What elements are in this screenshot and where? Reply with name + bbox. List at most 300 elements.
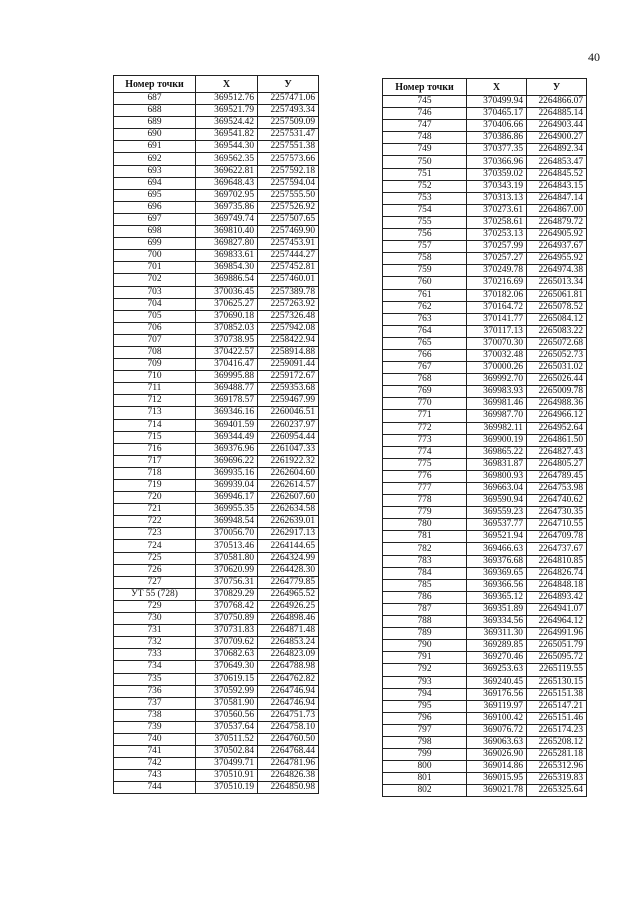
y-coordinate-cell: 2264861.50 — [527, 434, 587, 446]
point-number-cell: 791 — [383, 652, 467, 664]
y-coordinate-cell: 2264966.12 — [527, 410, 587, 422]
x-coordinate-cell: 369854.30 — [196, 262, 258, 274]
x-coordinate-cell: 370056.70 — [196, 528, 258, 540]
header-point-number: Номер точки — [383, 79, 467, 96]
point-number-cell: 739 — [114, 721, 196, 733]
x-coordinate-cell: 370537.64 — [196, 721, 258, 733]
header-x: X — [196, 76, 258, 93]
header-y: У — [527, 79, 587, 96]
x-coordinate-cell: 370386.86 — [467, 132, 527, 144]
point-number-cell: 792 — [383, 664, 467, 676]
point-number-cell: 747 — [383, 120, 467, 132]
x-coordinate-cell: 369696.22 — [196, 455, 258, 467]
x-coordinate-cell: 369946.17 — [196, 492, 258, 504]
table-row — [114, 649, 319, 661]
x-coordinate-cell: 369981.46 — [467, 398, 527, 410]
point-number-cell: УТ 55 (728) — [114, 588, 196, 600]
table-row — [114, 262, 319, 274]
point-number-cell: 736 — [114, 685, 196, 697]
table-row — [114, 697, 319, 709]
point-number-cell: 798 — [383, 736, 467, 748]
y-coordinate-cell: 2264879.72 — [527, 216, 587, 228]
point-number-cell: 763 — [383, 313, 467, 325]
x-coordinate-cell: 369119.97 — [467, 700, 527, 712]
y-coordinate-cell: 2265095.72 — [527, 652, 587, 664]
x-coordinate-cell: 369983.93 — [467, 386, 527, 398]
x-coordinate-cell: 370249.78 — [467, 265, 527, 277]
table-row — [383, 180, 587, 192]
y-coordinate-cell: 2262634.58 — [258, 504, 319, 516]
x-coordinate-cell: 369026.90 — [467, 749, 527, 761]
y-coordinate-cell: 2265130.15 — [527, 676, 587, 688]
point-number-cell: 754 — [383, 204, 467, 216]
y-coordinate-cell: 2264964.12 — [527, 616, 587, 628]
y-coordinate-cell: 2264988.36 — [527, 398, 587, 410]
point-number-cell: 744 — [114, 782, 196, 794]
point-number-cell: 780 — [383, 519, 467, 531]
table-body-left — [114, 93, 319, 794]
y-coordinate-cell: 2264885.14 — [527, 108, 587, 120]
point-number-cell: 790 — [383, 640, 467, 652]
x-coordinate-cell: 369749.74 — [196, 213, 258, 225]
y-coordinate-cell: 2260954.44 — [258, 431, 319, 443]
table-header-row — [114, 76, 319, 93]
table-row — [114, 625, 319, 637]
table-row — [114, 528, 319, 540]
table-row — [114, 661, 319, 673]
point-number-cell: 693 — [114, 165, 196, 177]
point-number-cell: 802 — [383, 785, 467, 797]
point-number-cell: 772 — [383, 422, 467, 434]
point-number-cell: 723 — [114, 528, 196, 540]
x-coordinate-cell: 369376.96 — [196, 443, 258, 455]
point-number-cell: 765 — [383, 337, 467, 349]
table-row — [383, 204, 587, 216]
y-coordinate-cell: 2257573.66 — [258, 153, 319, 165]
table-row — [383, 96, 587, 108]
point-number-cell: 737 — [114, 697, 196, 709]
x-coordinate-cell: 369334.56 — [467, 616, 527, 628]
table-row — [114, 226, 319, 238]
y-coordinate-cell: 2265084.12 — [527, 313, 587, 325]
table-row — [114, 274, 319, 286]
point-number-cell: 733 — [114, 649, 196, 661]
table-row — [114, 564, 319, 576]
y-coordinate-cell: 2257389.78 — [258, 286, 319, 298]
point-number-cell: 722 — [114, 516, 196, 528]
table-row — [114, 165, 319, 177]
y-coordinate-cell: 2264867.00 — [527, 204, 587, 216]
point-number-cell: 785 — [383, 579, 467, 591]
y-coordinate-cell: 2265208.12 — [527, 736, 587, 748]
point-number-cell: 692 — [114, 153, 196, 165]
point-number-cell: 794 — [383, 688, 467, 700]
y-coordinate-cell: 2264955.92 — [527, 253, 587, 265]
table-row — [383, 700, 587, 712]
point-number-cell: 786 — [383, 591, 467, 603]
y-coordinate-cell: 2265078.52 — [527, 301, 587, 313]
point-number-cell: 778 — [383, 495, 467, 507]
x-coordinate-cell: 369270.46 — [467, 652, 527, 664]
x-coordinate-cell: 370731.83 — [196, 625, 258, 637]
x-coordinate-cell: 369488.77 — [196, 383, 258, 395]
x-coordinate-cell: 370000.26 — [467, 362, 527, 374]
table-row — [114, 504, 319, 516]
table-row — [383, 736, 587, 748]
y-coordinate-cell: 2261047.33 — [258, 443, 319, 455]
y-coordinate-cell: 2262917.13 — [258, 528, 319, 540]
table-row — [383, 543, 587, 555]
y-coordinate-cell: 2265312.96 — [527, 761, 587, 773]
y-coordinate-cell: 2264991.96 — [527, 628, 587, 640]
x-coordinate-cell: 369366.56 — [467, 579, 527, 591]
table-row — [383, 458, 587, 470]
y-coordinate-cell: 2265083.22 — [527, 325, 587, 337]
point-number-cell: 743 — [114, 770, 196, 782]
table-row — [383, 749, 587, 761]
x-coordinate-cell: 370359.02 — [467, 168, 527, 180]
point-number-cell: 783 — [383, 555, 467, 567]
table-row — [114, 383, 319, 395]
x-coordinate-cell: 369987.70 — [467, 410, 527, 422]
x-coordinate-cell: 370511.52 — [196, 733, 258, 745]
point-number-cell: 796 — [383, 712, 467, 724]
table-row — [114, 359, 319, 371]
table-row — [383, 555, 587, 567]
x-coordinate-cell: 369827.80 — [196, 238, 258, 250]
x-coordinate-cell: 370581.90 — [196, 697, 258, 709]
y-coordinate-cell: 2265325.64 — [527, 785, 587, 797]
point-number-cell: 788 — [383, 616, 467, 628]
header-point-number: Номер точки — [114, 76, 196, 93]
y-coordinate-cell: 2264823.09 — [258, 649, 319, 661]
x-coordinate-cell: 370117.13 — [467, 325, 527, 337]
point-number-cell: 800 — [383, 761, 467, 773]
point-number-cell: 734 — [114, 661, 196, 673]
table-row — [114, 93, 319, 105]
point-number-cell: 701 — [114, 262, 196, 274]
table-row — [114, 673, 319, 685]
y-coordinate-cell: 2264746.94 — [258, 685, 319, 697]
point-number-cell: 705 — [114, 310, 196, 322]
table-row — [383, 289, 587, 301]
point-number-cell: 751 — [383, 168, 467, 180]
x-coordinate-cell: 369663.04 — [467, 483, 527, 495]
table-row — [114, 298, 319, 310]
table-row — [383, 156, 587, 168]
point-number-cell: 787 — [383, 603, 467, 615]
table-row — [114, 600, 319, 612]
table-row — [383, 120, 587, 132]
x-coordinate-cell: 369541.82 — [196, 129, 258, 141]
x-coordinate-cell: 370510.19 — [196, 782, 258, 794]
x-coordinate-cell: 369948.54 — [196, 516, 258, 528]
point-number-cell: 745 — [383, 96, 467, 108]
point-number-cell: 691 — [114, 141, 196, 153]
x-coordinate-cell: 369512.76 — [196, 93, 258, 105]
y-coordinate-cell: 2264871.48 — [258, 625, 319, 637]
y-coordinate-cell: 2264762.82 — [258, 673, 319, 685]
y-coordinate-cell: 2265119.55 — [527, 664, 587, 676]
y-coordinate-cell: 2257444.27 — [258, 250, 319, 262]
point-number-cell: 720 — [114, 492, 196, 504]
y-coordinate-cell: 2264751.73 — [258, 709, 319, 721]
y-coordinate-cell: 2264845.52 — [527, 168, 587, 180]
y-coordinate-cell: 2261922.32 — [258, 455, 319, 467]
point-number-cell: 762 — [383, 301, 467, 313]
x-coordinate-cell: 370416.47 — [196, 359, 258, 371]
y-coordinate-cell: 2264850.98 — [258, 782, 319, 794]
x-coordinate-cell: 370750.89 — [196, 613, 258, 625]
y-coordinate-cell: 2264937.67 — [527, 241, 587, 253]
point-number-cell: 749 — [383, 144, 467, 156]
y-coordinate-cell: 2264753.98 — [527, 483, 587, 495]
x-coordinate-cell: 370422.57 — [196, 346, 258, 358]
point-number-cell: 695 — [114, 189, 196, 201]
point-number-cell: 687 — [114, 93, 196, 105]
x-coordinate-cell: 369176.56 — [467, 688, 527, 700]
table-body-right — [383, 96, 587, 797]
y-coordinate-cell: 2264826.38 — [258, 770, 319, 782]
table-row — [383, 773, 587, 785]
point-number-cell: 767 — [383, 362, 467, 374]
table-row — [383, 229, 587, 241]
y-coordinate-cell: 2264853.24 — [258, 637, 319, 649]
header-y: У — [258, 76, 319, 93]
table-row — [383, 724, 587, 736]
point-number-cell: 797 — [383, 724, 467, 736]
point-number-cell: 706 — [114, 322, 196, 334]
point-number-cell: 795 — [383, 700, 467, 712]
table-row — [383, 603, 587, 615]
x-coordinate-cell: 370619.15 — [196, 673, 258, 685]
y-coordinate-cell: 2264900.27 — [527, 132, 587, 144]
table-row — [383, 628, 587, 640]
x-coordinate-cell: 369021.78 — [467, 785, 527, 797]
point-number-cell: 750 — [383, 156, 467, 168]
point-number-cell: 756 — [383, 229, 467, 241]
x-coordinate-cell: 369831.87 — [467, 458, 527, 470]
y-coordinate-cell: 2264789.45 — [527, 470, 587, 482]
x-coordinate-cell: 369590.94 — [467, 495, 527, 507]
table-row — [383, 349, 587, 361]
point-number-cell: 793 — [383, 676, 467, 688]
table-row — [114, 334, 319, 346]
point-number-cell: 707 — [114, 334, 196, 346]
x-coordinate-cell: 369935.16 — [196, 467, 258, 479]
x-coordinate-cell: 369351.89 — [467, 603, 527, 615]
x-coordinate-cell: 369982.11 — [467, 422, 527, 434]
point-number-cell: 753 — [383, 192, 467, 204]
point-number-cell: 757 — [383, 241, 467, 253]
x-coordinate-cell: 369311.30 — [467, 628, 527, 640]
x-coordinate-cell: 370649.30 — [196, 661, 258, 673]
table-row — [114, 201, 319, 213]
y-coordinate-cell: 2264848.18 — [527, 579, 587, 591]
x-coordinate-cell: 369376.68 — [467, 555, 527, 567]
point-number-cell: 761 — [383, 289, 467, 301]
x-coordinate-cell: 370581.80 — [196, 552, 258, 564]
x-coordinate-cell: 369524.42 — [196, 117, 258, 129]
table-row — [114, 552, 319, 564]
table-row — [114, 189, 319, 201]
y-coordinate-cell: 2264941.07 — [527, 603, 587, 615]
x-coordinate-cell: 370510.91 — [196, 770, 258, 782]
x-coordinate-cell: 370756.31 — [196, 576, 258, 588]
x-coordinate-cell: 369015.95 — [467, 773, 527, 785]
table-row — [383, 144, 587, 156]
y-coordinate-cell: 2264843.15 — [527, 180, 587, 192]
x-coordinate-cell: 369865.22 — [467, 446, 527, 458]
point-number-cell: 727 — [114, 576, 196, 588]
y-coordinate-cell: 2257592.18 — [258, 165, 319, 177]
y-coordinate-cell: 2260237.97 — [258, 419, 319, 431]
y-coordinate-cell: 2265174.23 — [527, 724, 587, 736]
x-coordinate-cell: 369466.63 — [467, 543, 527, 555]
point-number-cell: 732 — [114, 637, 196, 649]
table-row — [114, 492, 319, 504]
x-coordinate-cell: 370070.30 — [467, 337, 527, 349]
point-number-cell: 718 — [114, 467, 196, 479]
y-coordinate-cell: 2264866.07 — [527, 96, 587, 108]
y-coordinate-cell: 2264781.96 — [258, 758, 319, 770]
y-coordinate-cell: 2260046.51 — [258, 407, 319, 419]
point-number-cell: 713 — [114, 407, 196, 419]
table-row — [114, 286, 319, 298]
y-coordinate-cell: 2264892.34 — [527, 144, 587, 156]
x-coordinate-cell: 370499.71 — [196, 758, 258, 770]
point-number-cell: 779 — [383, 507, 467, 519]
point-number-cell: 784 — [383, 567, 467, 579]
point-number-cell: 760 — [383, 277, 467, 289]
table-row — [383, 470, 587, 482]
y-coordinate-cell: 2257452.81 — [258, 262, 319, 274]
point-number-cell: 735 — [114, 673, 196, 685]
y-coordinate-cell: 2264737.67 — [527, 543, 587, 555]
table-row — [114, 480, 319, 492]
x-coordinate-cell: 369289.85 — [467, 640, 527, 652]
point-number-cell: 700 — [114, 250, 196, 262]
x-coordinate-cell: 369253.63 — [467, 664, 527, 676]
x-coordinate-cell: 370852.03 — [196, 322, 258, 334]
table-header-row — [383, 79, 587, 96]
y-coordinate-cell: 2264893.42 — [527, 591, 587, 603]
table-row — [383, 410, 587, 422]
coordinates-table-right — [382, 78, 587, 797]
point-number-cell: 746 — [383, 108, 467, 120]
table-row — [114, 129, 319, 141]
y-coordinate-cell: 2257942.08 — [258, 322, 319, 334]
x-coordinate-cell: 370502.84 — [196, 746, 258, 758]
y-coordinate-cell: 2264779.85 — [258, 576, 319, 588]
x-coordinate-cell: 369810.40 — [196, 226, 258, 238]
y-coordinate-cell: 2257507.65 — [258, 213, 319, 225]
x-coordinate-cell: 369076.72 — [467, 724, 527, 736]
y-coordinate-cell: 2264788.98 — [258, 661, 319, 673]
y-coordinate-cell: 2264826.74 — [527, 567, 587, 579]
point-number-cell: 730 — [114, 613, 196, 625]
table-row — [114, 105, 319, 117]
x-coordinate-cell: 369622.81 — [196, 165, 258, 177]
x-coordinate-cell: 369014.86 — [467, 761, 527, 773]
point-number-cell: 712 — [114, 395, 196, 407]
point-number-cell: 741 — [114, 746, 196, 758]
table-row — [383, 579, 587, 591]
page-number: 40 — [588, 50, 600, 64]
y-coordinate-cell: 2257326.48 — [258, 310, 319, 322]
y-coordinate-cell: 2262639.01 — [258, 516, 319, 528]
table-row — [383, 446, 587, 458]
table-row — [383, 398, 587, 410]
table-row — [383, 761, 587, 773]
point-number-cell: 771 — [383, 410, 467, 422]
x-coordinate-cell: 369521.94 — [467, 531, 527, 543]
point-number-cell: 777 — [383, 483, 467, 495]
y-coordinate-cell: 2259172.67 — [258, 371, 319, 383]
y-coordinate-cell: 2264710.55 — [527, 519, 587, 531]
x-coordinate-cell: 370216.69 — [467, 277, 527, 289]
x-coordinate-cell: 369992.70 — [467, 374, 527, 386]
point-number-cell: 768 — [383, 374, 467, 386]
x-coordinate-cell: 370182.06 — [467, 289, 527, 301]
table-row — [114, 310, 319, 322]
point-number-cell: 769 — [383, 386, 467, 398]
y-coordinate-cell: 2265281.18 — [527, 749, 587, 761]
point-number-cell: 703 — [114, 286, 196, 298]
table-row — [114, 455, 319, 467]
x-coordinate-cell: 370709.62 — [196, 637, 258, 649]
point-number-cell: 773 — [383, 434, 467, 446]
table-row — [383, 108, 587, 120]
table-row — [114, 346, 319, 358]
y-coordinate-cell: 2264760.50 — [258, 733, 319, 745]
y-coordinate-cell: 2259467.99 — [258, 395, 319, 407]
point-number-cell: 731 — [114, 625, 196, 637]
y-coordinate-cell: 2257509.09 — [258, 117, 319, 129]
point-number-cell: 688 — [114, 105, 196, 117]
x-coordinate-cell: 370560.56 — [196, 709, 258, 721]
y-coordinate-cell: 2265151.46 — [527, 712, 587, 724]
x-coordinate-cell: 370513.46 — [196, 540, 258, 552]
point-number-cell: 689 — [114, 117, 196, 129]
y-coordinate-cell: 2262614.57 — [258, 480, 319, 492]
table-row — [383, 640, 587, 652]
point-number-cell: 717 — [114, 455, 196, 467]
table-row — [114, 322, 319, 334]
point-number-cell: 752 — [383, 180, 467, 192]
table-row — [383, 253, 587, 265]
table-row — [383, 265, 587, 277]
table-row — [114, 117, 319, 129]
x-coordinate-cell: 369955.35 — [196, 504, 258, 516]
point-number-cell: 742 — [114, 758, 196, 770]
y-coordinate-cell: 2264730.35 — [527, 507, 587, 519]
point-number-cell: 776 — [383, 470, 467, 482]
y-coordinate-cell: 2264903.44 — [527, 120, 587, 132]
point-number-cell: 775 — [383, 458, 467, 470]
y-coordinate-cell: 2264905.92 — [527, 229, 587, 241]
table-row — [383, 507, 587, 519]
table-row — [383, 664, 587, 676]
y-coordinate-cell: 2264965.52 — [258, 588, 319, 600]
x-coordinate-cell: 369240.45 — [467, 676, 527, 688]
x-coordinate-cell: 370620.99 — [196, 564, 258, 576]
y-coordinate-cell: 2264758.10 — [258, 721, 319, 733]
point-number-cell: 704 — [114, 298, 196, 310]
table-row — [383, 434, 587, 446]
y-coordinate-cell: 2257469.90 — [258, 226, 319, 238]
y-coordinate-cell: 2265072.68 — [527, 337, 587, 349]
